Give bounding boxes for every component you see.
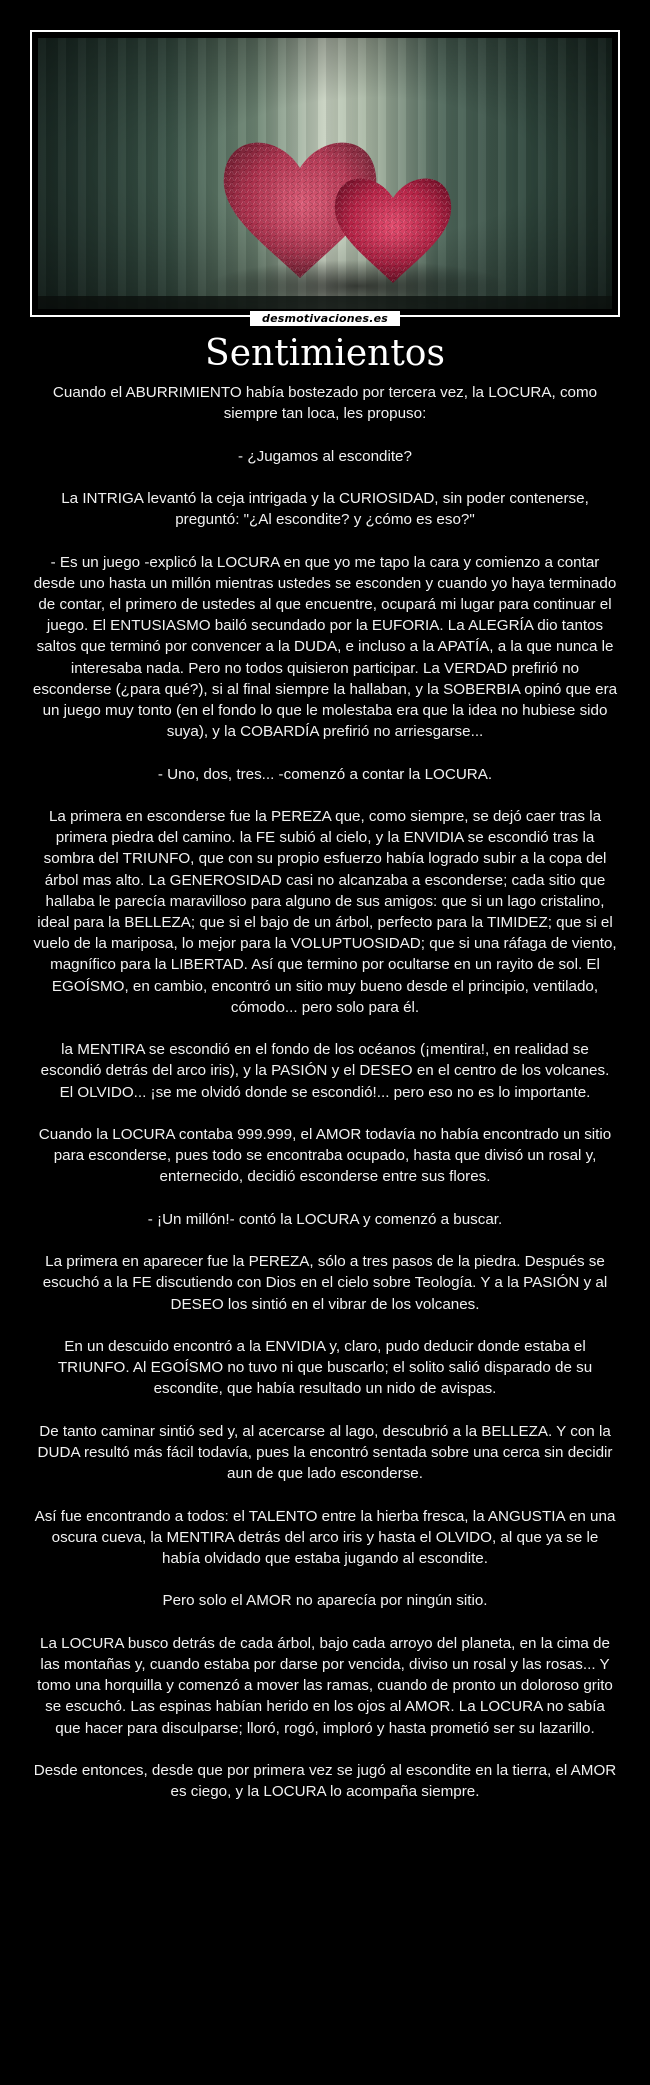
story-paragraph: La LOCURA busco detrás de cada árbol, bajo cada arroyo del planeta, en la cima de las montañas y, cuando estaba por darse por vencida, diviso un rosal y las rosas... Y tomo una horquilla y comenzó a mover las ramas, cuando de pronto un doloroso grito se escuchó. Las espinas habían herido en los ojos al AMOR. La LOCURA no sabía que hacer para disculparse; lloró, rogó, imploró y hasta prometió ser su lazarillo. [37,1634,613,1737]
watermark-badge: desmotivaciones.es [250,311,400,326]
story-paragraph: - Uno, dos, tres... -comenzó a contar la LOCURA. [157,765,493,783]
story-paragraph: La primera en esconderse fue la PEREZA que, como siempre, se dejó caer tras la primera piedra del camino. la FE subió al cielo, y la ENVIDIA se escondió tras la sombra del TRIUNFO, que con su propio esfuerzo había logrado subir a la copa del árbol mas alto. La GENEROSIDAD casi no alcanzaba a esconderse; cada sitio que hallaba le parecía maravilloso para alguno de sus amigos: que si un lago cristalino, ideal para la BELLEZA; que si el bajo de un árbol, perfecto para la TIMIDEZ; que si el vuelo de la mariposa, lo mejor para la VOLUPTUOSIDAD; que si una ráfaga de viento, magnífico para la LIBERTAD. Así que termino por ocultarse en un rayito de sol. El EGOÍSMO, en cambio, encontró un sitio muy bueno desde el principio, ventilado, cómodo... pero solo para él. [33,807,617,1016]
poster-photo [38,38,612,309]
story-paragraph: Desde entonces, desde que por primera vez se jugó al escondite en la tierra, el AMOR es ciego, y la LOCURA lo acompaña siempre. [33,1761,617,1801]
story-paragraph: De tanto caminar sintió sed y, al acercarse al lago, descubrió a la BELLEZA. Y con la DUDA resultó más fácil todavía, pues la encontró sentada sobre una cerca sin decidir aun de que lado esconderse. [37,1422,613,1483]
story-paragraph: Pero solo el AMOR no aparecía por ningún sitio. [162,1592,488,1610]
story-paragraph: La INTRIGA levantó la ceja intrigada y la CURIOSIDAD, sin poder contenerse, preguntó: "¿Al escondite? y ¿cómo es eso?" [61,489,589,529]
story-paragraph: Cuando el ABURRIMIENTO había bostezado por tercera vez, la LOCURA, como siempre tan loca, les propuso: [52,384,598,423]
story-paragraph: - ¿Jugamos al escondite? [238,447,412,465]
poster-frame [30,30,620,317]
story-paragraph: Cuando la LOCURA contaba 999.999, el AMOR todavía no había encontrado un sitio para esconderse, pues todo se encontraba ocupado, hasta que divisó un rosal y, enternecido, decidió esconderse entre sus flores. [38,1126,612,1186]
story-paragraph: En un descuido encontró a la ENVIDIA y, claro, pudo deducir donde estaba el TRIUNFO. Al EGOÍSMO no tuvo ni que buscarlo; el solito salió disparado de su escondite, que había resultado un nido de avispas. [57,1337,593,1398]
story-paragraph: - Es un juego -explicó la LOCURA en que yo me tapo la cara y comienzo a contar desde uno hasta un millón mientras ustedes se esconden y cuando yo haya terminado de contar, el primero de ustedes al que encuentre, ocupará mi lugar para continuar el juego. El ENTUSIASMO bailó secundado por la EUFORIA. La ALEGRÍA dio tantos saltos que terminó por convencer a la DUDA, e incluso a la APATÍA, a la que nunca le interesaba nada. Pero no todos quisieron participar. La VERDAD prefirió no esconderse (¿para qué?), si al final siempre la hallaban, y la SOBERBIA opinó que era un juego muy tonto (en el fondo lo que le molestaba era que la idea no hubiese sido suya), y la COBARDÍA prefirió no arriesgarse... [32,553,618,741]
story-paragraph: - ¡Un millón!- contó la LOCURA y comenzó a buscar. [147,1210,503,1228]
story-paragraph: Así fue encontrando a todos: el TALENTO entre la hierba fresca, la ANGUSTIA en una oscura cueva, la MENTIRA detrás del arco iris y hasta el OLVIDO, al que ya se le había olvidado que estaba jugando al escondite. [34,1507,616,1567]
story-paragraph: La primera en aparecer fue la PEREZA, sólo a tres pasos de la piedra. Después se escuchó a la FE discutiendo con Dios en el cielo sobre Teología. Y a la PASIÓN y al DESEO los sintió en el vibrar de los volcanes. [42,1253,608,1313]
poster-body-text [32,382,618,1824]
story-paragraph: la MENTIRA se escondió en el fondo de los océanos (¡mentira!, en realidad se escondió detrás del arco iris), y la PASIÓN y el DESEO en el centro de los volcanes. El OLVIDO... ¡se me olvidó donde se escondió!... pero eso no es lo importante. [40,1041,610,1101]
vignette-overlay [38,38,612,309]
poster-title: Sentimientos [205,333,445,374]
